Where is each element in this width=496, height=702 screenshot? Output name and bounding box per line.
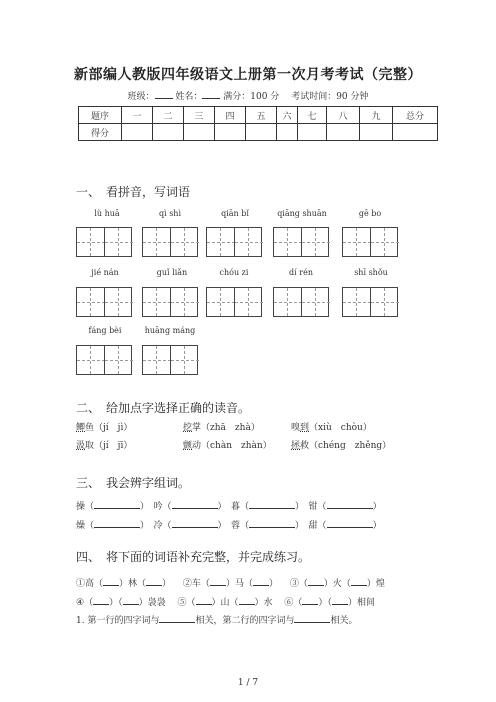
header-cell: 三 (184, 107, 215, 124)
reading-item (76, 420, 132, 433)
answer-blank[interactable] (94, 518, 140, 528)
reading-item (76, 438, 132, 451)
answer-blank[interactable] (146, 576, 162, 586)
reading-options[interactable]: 鱼（jí jì） (85, 423, 133, 433)
score-cell[interactable] (298, 124, 327, 141)
reading-options[interactable]: 取（jí jī） (85, 441, 133, 451)
section-2-title: 给加点字选择正确的读音。 (106, 401, 251, 415)
section-1-title: 看拼音，写词语 (106, 185, 191, 199)
reading-options[interactable]: 掌（zhā zhà） (192, 423, 260, 433)
writing-grid[interactable] (206, 287, 262, 317)
idiom-text: ）马（ (225, 579, 253, 589)
writing-grid[interactable] (273, 227, 329, 257)
reading-options[interactable]: 救（chéng zhěng） (300, 441, 392, 451)
answer-blank[interactable] (327, 518, 373, 528)
score-table-header-row (79, 107, 438, 124)
idiom-text: ） (268, 579, 278, 589)
exam-info (0, 89, 496, 102)
pinyin-label: jié nán (91, 268, 119, 277)
header-cell: 四 (215, 107, 246, 124)
score-cell[interactable] (393, 124, 438, 141)
pinyin-label: gē bo (358, 209, 382, 218)
pinyin-label: dí rén (289, 268, 313, 277)
writing-grid[interactable] (76, 227, 132, 257)
idiom-text: ）水 (254, 598, 273, 608)
dotted-char: 到 (300, 423, 310, 433)
reading-options[interactable]: 动（chàn zhàn） (192, 441, 272, 451)
name-label: 姓名： (175, 92, 203, 102)
word-prefix: 燥（ (76, 521, 95, 531)
score-cell[interactable] (327, 124, 360, 141)
section-1-number: 一、 (76, 185, 95, 199)
reading-options[interactable]: （xiù chòu） (309, 423, 372, 433)
idiom-text: ）（ (109, 598, 123, 608)
idiom-row (76, 595, 375, 608)
answer-blank[interactable] (249, 499, 295, 509)
word-suffix: ） (372, 502, 382, 512)
word-prefix: 操（ (76, 502, 95, 512)
score-cell[interactable] (153, 124, 184, 141)
idiom-text: ）林（ (119, 579, 147, 589)
full-score: 满分：100 分 (223, 92, 280, 102)
section-4-number: 四、 (76, 550, 95, 564)
answer-blank[interactable] (210, 576, 226, 586)
header-cell: 七 (298, 107, 327, 124)
idiom-text: ①高（ (76, 579, 104, 589)
writing-grid[interactable] (342, 227, 398, 257)
section-3-title: 我会辨字组词。 (106, 476, 191, 490)
word-row (76, 499, 382, 512)
idiom-question (76, 613, 357, 626)
writing-grid[interactable] (142, 227, 198, 257)
answer-blank[interactable] (302, 595, 318, 605)
word-row (76, 518, 382, 531)
pinyin-label: qiāng shuān (277, 209, 327, 218)
section-3-heading (76, 474, 190, 491)
plain-char: 嗅 (291, 423, 301, 433)
reading-item (291, 420, 372, 433)
answer-blank[interactable] (196, 595, 212, 605)
page-number: 1 / 7 (237, 678, 259, 688)
answer-blank[interactable] (332, 595, 348, 605)
section-4-heading (76, 548, 310, 565)
class-blank[interactable] (155, 90, 173, 99)
idiom-text: ）煌 (366, 579, 385, 589)
word-prefix: ） 钳（ (295, 502, 327, 512)
dotted-char: 颤 (183, 441, 193, 451)
section-4-title: 将下面的词语补充完整，并完成练习。 (106, 550, 311, 564)
idiom-text: ③（ (289, 579, 308, 589)
answer-blank[interactable] (172, 499, 218, 509)
header-cell: 六 (277, 107, 298, 124)
question-text: 1. 第一行的四字词与 (76, 616, 160, 626)
dotted-char: 挖 (183, 423, 193, 433)
writing-grid[interactable] (76, 345, 132, 375)
pinyin-label: huāng máng (144, 326, 196, 335)
header-cell: 五 (246, 107, 277, 124)
idiom-text: ） (162, 579, 172, 589)
idiom-text: ）（ (318, 598, 332, 608)
question-text: 相关，第二行的四字词与 (195, 616, 295, 626)
section-2-number: 二、 (76, 401, 95, 415)
pinyin-label: qì shì (158, 209, 182, 218)
answer-blank[interactable] (159, 613, 195, 623)
answer-blank[interactable] (239, 595, 255, 605)
answer-blank[interactable] (94, 499, 140, 509)
reading-item (183, 438, 272, 451)
word-suffix: ） (372, 521, 382, 531)
header-cell: 九 (360, 107, 393, 124)
dotted-char: 拯 (291, 441, 301, 451)
header-cell: 一 (122, 107, 153, 124)
word-prefix: ） 暮（ (217, 502, 250, 512)
idiom-text: ②车（ (182, 579, 210, 589)
writing-grid[interactable] (76, 287, 132, 317)
idiom-text: ④（ (76, 598, 94, 608)
dotted-char: 汲 (76, 441, 86, 451)
idiom-text: ⑥（ (284, 598, 303, 608)
name-blank[interactable] (202, 90, 220, 99)
answer-blank[interactable] (253, 576, 269, 586)
answer-blank[interactable] (172, 518, 218, 528)
score-cell[interactable] (246, 124, 277, 141)
class-label: 班级： (127, 92, 155, 102)
answer-blank[interactable] (103, 576, 119, 586)
writing-grid[interactable] (142, 287, 198, 317)
word-prefix: ） 蓉（ (217, 521, 250, 531)
writing-grid[interactable] (142, 345, 198, 375)
writing-grid[interactable] (342, 287, 398, 317)
dotted-char: 鲫 (76, 423, 86, 433)
header-cell: 题序 (79, 107, 122, 124)
idiom-text: ）袅袅 (138, 598, 166, 608)
exam-time: 考试时间：90 分钟 (291, 92, 369, 102)
pinyin-label: lù huā (94, 209, 120, 218)
answer-blank[interactable] (123, 595, 139, 605)
answer-blank[interactable] (308, 576, 324, 586)
score-cell[interactable] (215, 124, 246, 141)
score-table-row (79, 124, 438, 141)
idiom-text: ）相间 (347, 598, 375, 608)
reading-item (291, 438, 391, 451)
score-row-label: 得分 (79, 124, 122, 141)
answer-blank[interactable] (294, 613, 330, 623)
header-cell: 二 (153, 107, 184, 124)
answer-blank[interactable] (351, 576, 367, 586)
answer-blank[interactable] (93, 595, 109, 605)
score-table (78, 106, 438, 141)
pinyin-label: shī shǒu (354, 268, 388, 277)
score-cell[interactable] (122, 124, 153, 141)
word-prefix: ） 吟（ (140, 502, 172, 512)
pinyin-label: fáng bèi (88, 326, 122, 335)
question-text: 相关。 (330, 616, 358, 626)
score-cell[interactable] (184, 124, 215, 141)
score-cell[interactable] (277, 124, 298, 141)
word-prefix: ） 冷（ (140, 521, 172, 531)
score-cell[interactable] (360, 124, 393, 141)
answer-blank[interactable] (249, 518, 295, 528)
answer-blank[interactable] (327, 499, 373, 509)
writing-grid[interactable] (273, 287, 329, 317)
pinyin-label: qiān bǐ (221, 209, 249, 218)
idiom-text: ⑤（ (177, 598, 196, 608)
header-cell: 八 (327, 107, 360, 124)
section-3-number: 三、 (76, 476, 95, 490)
word-prefix: ） 甜（ (295, 521, 327, 531)
writing-grid[interactable] (206, 227, 262, 257)
idiom-text: ）火（ (323, 579, 351, 589)
section-1-heading (76, 183, 190, 200)
section-2-heading (76, 399, 250, 416)
idiom-text: ）山（ (211, 598, 239, 608)
page-title: 新部编人教版四年级语文上册第一次月考考试（完整） (74, 67, 422, 83)
header-cell: 总分 (393, 107, 438, 124)
idiom-row (76, 576, 385, 589)
reading-item (183, 420, 260, 433)
pinyin-label: chóu zi (219, 268, 249, 277)
pinyin-label: guǐ liǎn (156, 268, 188, 277)
